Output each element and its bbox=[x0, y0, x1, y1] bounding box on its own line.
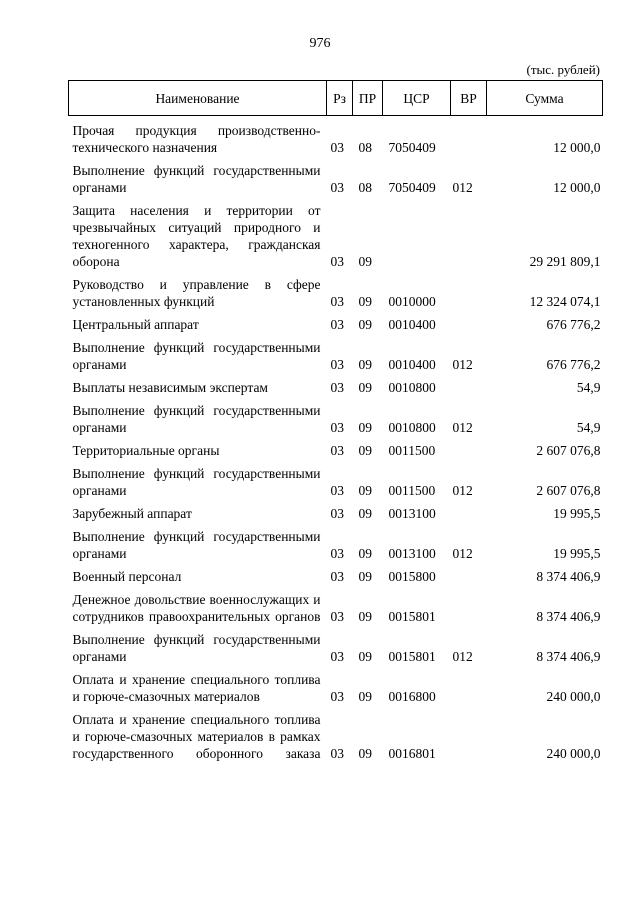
row-sum: 54,9 bbox=[576, 380, 601, 395]
table-row bbox=[69, 316, 603, 339]
row-pr: 09 bbox=[358, 609, 372, 624]
row-rz: 03 bbox=[330, 140, 344, 155]
row-sum: 2 607 076,8 bbox=[536, 443, 601, 458]
header-sum: Сумма bbox=[487, 81, 603, 116]
row-csr: 0010000 bbox=[388, 294, 436, 309]
row-csr: 0011500 bbox=[388, 483, 436, 498]
row-rz: 03 bbox=[330, 483, 344, 498]
row-csr: 0015800 bbox=[388, 569, 436, 584]
row-pr: 09 bbox=[358, 569, 372, 584]
header-name: Наименование bbox=[69, 81, 327, 116]
row-vr bbox=[451, 591, 487, 631]
row-name: Денежное довольствие военнослужащих и сотрудников правоохранительных органов bbox=[72, 592, 321, 624]
row-name: Военный персонал bbox=[72, 569, 182, 584]
row-rz: 03 bbox=[330, 357, 344, 372]
row-name: Выплаты независимым экспертам bbox=[72, 380, 268, 395]
row-name: Выполнение функций государственными органами bbox=[72, 529, 321, 561]
row-sum: 12 000,0 bbox=[553, 180, 601, 195]
row-csr: 0016801 bbox=[388, 746, 436, 761]
header-pr: ПР bbox=[353, 81, 383, 116]
header-vr: ВР bbox=[451, 81, 487, 116]
row-sum: 676 776,2 bbox=[546, 317, 601, 332]
row-sum: 12 324 074,1 bbox=[529, 294, 601, 309]
row-name: Оплата и хранение специального топлива и горюче-смазочных материалов в рамках государственного оборонного заказа bbox=[72, 712, 321, 761]
row-name: Выполнение функций государственными органами bbox=[72, 340, 321, 372]
row-vr bbox=[451, 379, 487, 402]
table-row bbox=[69, 591, 603, 631]
row-rz: 03 bbox=[330, 649, 344, 664]
row-vr bbox=[451, 202, 487, 276]
row-csr: 0013100 bbox=[388, 546, 436, 561]
row-vr bbox=[451, 442, 487, 465]
row-pr: 09 bbox=[358, 380, 372, 395]
row-pr: 09 bbox=[358, 546, 372, 561]
row-csr: 0010400 bbox=[388, 317, 436, 332]
row-pr: 09 bbox=[358, 317, 372, 332]
row-csr: 0016800 bbox=[388, 689, 436, 704]
row-csr: 0010800 bbox=[388, 420, 436, 435]
row-pr: 09 bbox=[358, 649, 372, 664]
row-pr: 08 bbox=[358, 180, 372, 195]
row-name: Зарубежный аппарат bbox=[72, 506, 192, 521]
table-row bbox=[69, 116, 603, 163]
row-sum: 54,9 bbox=[576, 420, 601, 435]
row-csr: 0010800 bbox=[388, 380, 436, 395]
table-row bbox=[69, 162, 603, 202]
row-rz: 03 bbox=[330, 317, 344, 332]
row-pr: 09 bbox=[358, 689, 372, 704]
row-pr: 09 bbox=[358, 420, 372, 435]
row-sum: 29 291 809,1 bbox=[529, 254, 601, 269]
table-row bbox=[69, 671, 603, 711]
row-rz: 03 bbox=[330, 546, 344, 561]
row-pr: 08 bbox=[358, 140, 372, 155]
table-row bbox=[69, 465, 603, 505]
row-csr: 0015801 bbox=[388, 609, 436, 624]
row-sum: 240 000,0 bbox=[546, 746, 601, 761]
row-name: Центральный аппарат bbox=[72, 317, 199, 332]
row-name: Выполнение функций государственными органами bbox=[72, 466, 321, 498]
header-csr: ЦСР bbox=[383, 81, 451, 116]
table-header-row bbox=[69, 81, 603, 116]
page-number: 976 bbox=[309, 36, 331, 51]
row-name: Оплата и хранение специального топлива и горюче-смазочных материалов bbox=[72, 672, 321, 704]
row-pr: 09 bbox=[358, 746, 372, 761]
row-name: Выполнение функций государственными органами bbox=[72, 163, 321, 195]
row-vr bbox=[451, 116, 487, 163]
row-vr bbox=[451, 316, 487, 339]
row-rz: 03 bbox=[330, 380, 344, 395]
row-vr: 012 bbox=[452, 180, 473, 195]
row-sum: 8 374 406,9 bbox=[536, 649, 601, 664]
header-rz: Рз bbox=[327, 81, 353, 116]
row-rz: 03 bbox=[330, 294, 344, 309]
row-csr bbox=[383, 202, 451, 276]
table-row bbox=[69, 276, 603, 316]
row-vr: 012 bbox=[452, 357, 473, 372]
row-vr bbox=[451, 568, 487, 591]
table-row bbox=[69, 339, 603, 379]
row-sum: 19 995,5 bbox=[553, 506, 601, 521]
table-row bbox=[69, 442, 603, 465]
row-sum: 19 995,5 bbox=[553, 546, 601, 561]
row-name: Выполнение функций государственными органами bbox=[72, 403, 321, 435]
row-csr: 7050409 bbox=[388, 180, 436, 195]
row-sum: 8 374 406,9 bbox=[536, 569, 601, 584]
unit-note: (тыс. рублей) bbox=[526, 62, 600, 77]
row-vr: 012 bbox=[452, 546, 473, 561]
row-rz: 03 bbox=[330, 420, 344, 435]
table-row bbox=[69, 202, 603, 276]
row-csr: 7050409 bbox=[388, 140, 436, 155]
budget-table bbox=[68, 80, 603, 768]
row-name: Прочая продукция производственно-технического назначения bbox=[72, 123, 321, 155]
row-vr bbox=[451, 276, 487, 316]
row-vr bbox=[451, 505, 487, 528]
row-rz: 03 bbox=[330, 569, 344, 584]
row-sum: 240 000,0 bbox=[546, 689, 601, 704]
row-csr: 0015801 bbox=[388, 649, 436, 664]
table-row bbox=[69, 379, 603, 402]
row-rz: 03 bbox=[330, 443, 344, 458]
row-pr: 09 bbox=[358, 357, 372, 372]
row-sum: 2 607 076,8 bbox=[536, 483, 601, 498]
row-csr: 0013100 bbox=[388, 506, 436, 521]
table-row bbox=[69, 528, 603, 568]
table-row bbox=[69, 568, 603, 591]
row-csr: 0011500 bbox=[388, 443, 436, 458]
row-rz: 03 bbox=[330, 254, 344, 269]
table-body bbox=[69, 116, 603, 769]
row-name: Руководство и управление в сфере установленных функций bbox=[72, 277, 321, 309]
row-name: Выполнение функций государственными органами bbox=[72, 632, 321, 664]
table-row bbox=[69, 711, 603, 768]
row-pr: 09 bbox=[358, 254, 372, 269]
table-row bbox=[69, 505, 603, 528]
row-sum: 12 000,0 bbox=[553, 140, 601, 155]
row-csr: 0010400 bbox=[388, 357, 436, 372]
row-pr: 09 bbox=[358, 483, 372, 498]
row-rz: 03 bbox=[330, 746, 344, 761]
row-vr: 012 bbox=[452, 483, 473, 498]
table-row bbox=[69, 402, 603, 442]
row-vr: 012 bbox=[452, 420, 473, 435]
row-rz: 03 bbox=[330, 506, 344, 521]
row-rz: 03 bbox=[330, 180, 344, 195]
row-vr bbox=[451, 711, 487, 768]
row-pr: 09 bbox=[358, 506, 372, 521]
row-name: Территориальные органы bbox=[72, 443, 220, 458]
row-sum: 676 776,2 bbox=[546, 357, 601, 372]
row-name: Защита населения и территории от чрезвычайных ситуаций природного и техногенного характера, гражданская оборона bbox=[72, 203, 321, 269]
row-rz: 03 bbox=[330, 689, 344, 704]
row-rz: 03 bbox=[330, 609, 344, 624]
row-pr: 09 bbox=[358, 443, 372, 458]
table-row bbox=[69, 631, 603, 671]
row-vr bbox=[451, 671, 487, 711]
row-vr: 012 bbox=[452, 649, 473, 664]
row-sum: 8 374 406,9 bbox=[536, 609, 601, 624]
row-pr: 09 bbox=[358, 294, 372, 309]
